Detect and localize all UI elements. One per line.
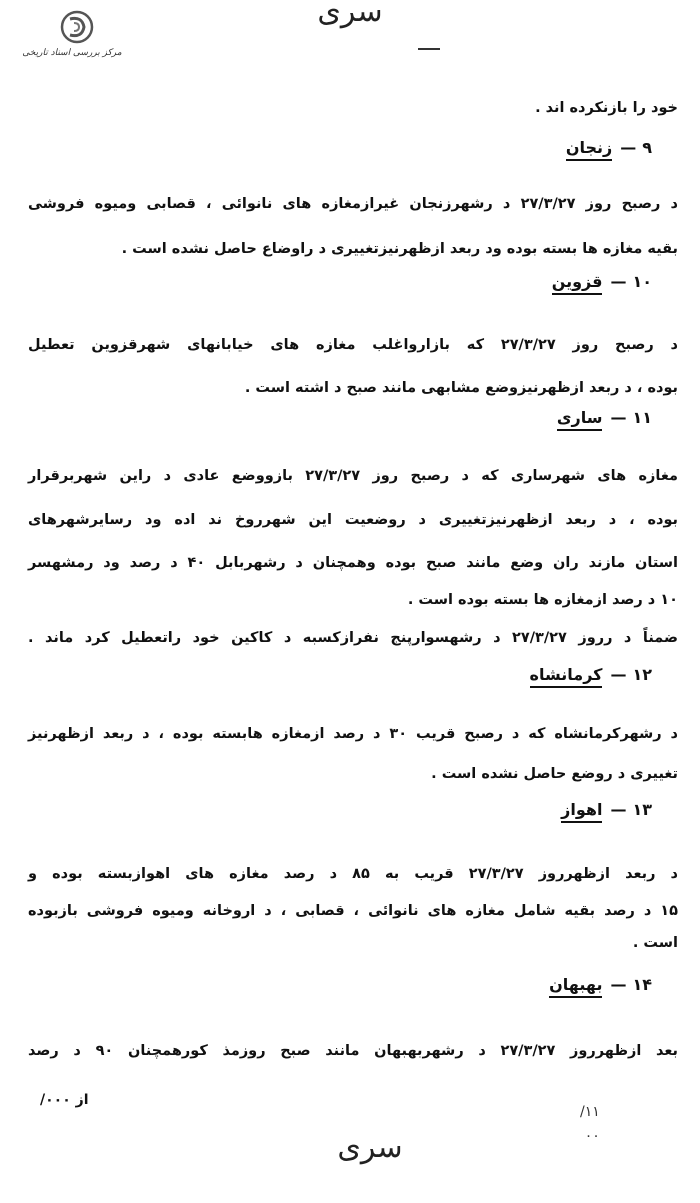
- archive-caption: مرکز بررسی اسناد تاریخی: [22, 48, 122, 58]
- section-number: ۱۲: [632, 665, 652, 684]
- paragraph-line: ۱۵ د رصد بقیه شامل مغازه های نانوائی ، قصابی ، د اروخانه ومیوه فروشی بازبوده: [28, 903, 678, 919]
- paragraph-line: د ربعد ازظهرروز ۲۷/۳/۲۷ قریب به ۸۵ د رصد مغازه های اهوازبسته بوده و: [28, 866, 678, 882]
- classification-top: سری: [317, 0, 383, 29]
- margin-marks: [580, 1100, 600, 1148]
- paragraph-line: د رشهرکرمانشاه که د رصبح قریب ۳۰ د رصد ازمغازه هابسته بوده ، د ربعد ازظهرنیز: [28, 726, 678, 742]
- section-number: ۱۴: [632, 975, 652, 994]
- paragraph-line: است .: [632, 935, 678, 951]
- section-number: ۱۱: [632, 408, 652, 427]
- section-heading-qazvin: [552, 272, 652, 295]
- paragraph-line: ضمناً د رروز ۲۷/۳/۲۷ د رشهسوارپنج نفرازکسبه د کاکین خود راتعطیل کرد ماند .: [28, 630, 678, 646]
- paragraph-line: تغییری د روضع حاصل نشده است .: [431, 766, 678, 782]
- classification-bottom: سری: [337, 1130, 403, 1165]
- section-heading-zanjan: [566, 138, 652, 161]
- section-title: کرمانشاه: [530, 665, 603, 688]
- margin-mark: ۰۰: [584, 1128, 600, 1144]
- section-title: ساری: [557, 408, 603, 431]
- paragraph-line: مغازه های شهرساری که د رصبح روز ۲۷/۳/۲۷ بازووضع عادی د راین شهربرقرار: [28, 468, 678, 484]
- paragraph-line: استان مازند ران وضع مانند صبح بوده وهمچنان د رشهربابل ۴۰ د رصد ود رمشهسر: [28, 555, 679, 571]
- section-number: ۹: [642, 138, 652, 157]
- heading-dash: —: [610, 665, 627, 684]
- continuation-note: از ۰۰۰/: [40, 1092, 89, 1108]
- intro-line: خود را بازنکرده اند .: [535, 100, 678, 116]
- heading-dash: —: [610, 408, 627, 427]
- section-title: اهواز: [561, 800, 602, 823]
- paragraph-line: بوده ، د ربعد ازظهرنیزوضع مشابهی مانند صبح د اشته است .: [244, 380, 678, 396]
- archive-watermark: [22, 8, 122, 64]
- section-heading-kermanshah: [530, 665, 652, 688]
- section-title: بهبهان: [549, 975, 602, 998]
- top-rule: [418, 48, 440, 50]
- paragraph-line: ۱۰ د رصد ازمغازه ها بسته بوده است .: [407, 592, 678, 608]
- section-heading-ahvaz: [561, 800, 652, 823]
- heading-dash: —: [610, 800, 627, 819]
- section-number: ۱۳: [632, 800, 652, 819]
- paragraph-line: د رصبح روز ۲۷/۳/۲۷ که بازارواغلب مغازه های خیابانهای شهرقزوین تعطیل: [28, 337, 678, 353]
- paragraph-line: بقیه مغازه ها بسته بوده ود ربعد ازظهرنیزتغییری د راوضاع حاصل نشده است .: [121, 241, 678, 257]
- heading-dash: —: [610, 272, 627, 291]
- paragraph-line: بعد ازظهرروز ۲۷/۳/۲۷ د رشهربهبهان مانند صبح روزمذ کورهمچنان ۹۰ د رصد: [28, 1043, 678, 1059]
- paragraph-line: د رصبح روز ۲۷/۳/۲۷ د رشهرزنجان غیرازمغازه های نانوائی ، قصابی ومیوه فروشی: [28, 196, 678, 212]
- margin-mark: ۱۱/: [580, 1104, 600, 1120]
- section-number: ۱۰: [632, 272, 652, 291]
- heading-dash: —: [620, 138, 637, 157]
- heading-dash: —: [610, 975, 627, 994]
- archive-logo-icon: [60, 10, 94, 44]
- section-heading-sari: [557, 408, 652, 431]
- section-heading-behbahan: [549, 975, 652, 998]
- paragraph-line: بوده ، د ربعد ازظهرنیزتغییری د روضعیت این شهرروخ ند اده ود رسایرشهرهای: [28, 512, 678, 528]
- section-title: قزوین: [552, 272, 603, 295]
- section-title: زنجان: [566, 138, 612, 161]
